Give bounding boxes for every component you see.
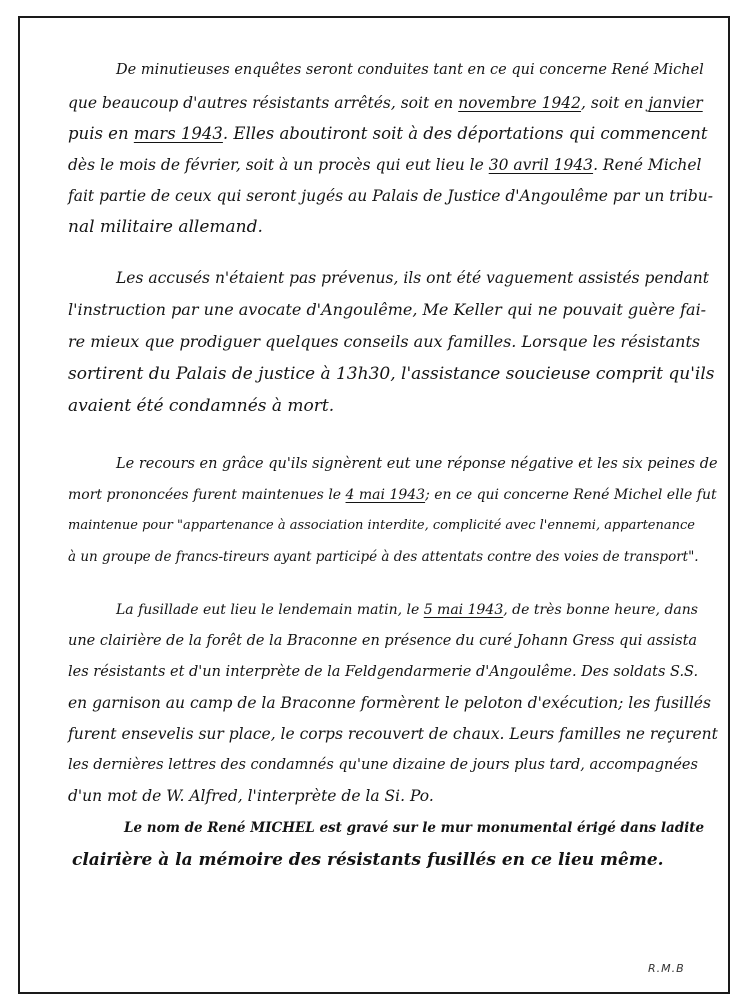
text-line — [68, 724, 718, 744]
text-span: furent ensevelis sur place, le corps recouvert de chaux. Leurs familles ne reçurent — [68, 725, 718, 743]
text-line — [68, 300, 706, 320]
text-line — [68, 155, 701, 175]
text-line — [68, 693, 711, 713]
text-span: re mieux que prodiguer quelques conseils aux familles. Lorsque les résistants — [68, 332, 701, 351]
text-span: mort prononcées furent maintenues le — [68, 487, 346, 503]
text-line — [116, 268, 709, 288]
text-span: La fusillade eut lieu le lendemain matin, le — [116, 602, 424, 618]
text-span: De minutieuses enquêtes seront conduites tant en ce qui concerne René Michel — [116, 62, 704, 78]
text-span: ; en ce qui concerne René Michel elle fut — [425, 487, 717, 503]
text-span: que beaucoup d'autres résistants arrêtés, soit en — [68, 94, 459, 112]
text-span: dès le mois de février, soit à un procès qui eut lieu le — [68, 156, 489, 174]
text-span: les dernières lettres des condamnés qu'une dizaine de jours plus tard, accompagnées — [68, 757, 698, 773]
text-line — [68, 485, 717, 505]
text-span: en garnison au camp de la Braconne formèrent le peloton d'exécution; les fusillés — [68, 694, 711, 712]
text-line — [68, 93, 703, 113]
text-span: sortirent du Palais de justice à 13h30, l'assistance soucieuse comprit qu'ils — [68, 364, 715, 384]
text-line — [68, 332, 700, 352]
text-span: , soit en — [581, 94, 649, 112]
text-line — [68, 786, 434, 806]
underlined-date: novembre 1942 — [458, 94, 582, 112]
underlined-date: janvier — [648, 94, 703, 112]
text-span: puis en — [68, 124, 134, 143]
underlined-date: 30 avril 1943 — [488, 156, 594, 174]
text-span: clairière à la mémoire des résistants fusillés en ce lieu même. — [72, 850, 664, 870]
text-line — [68, 396, 334, 416]
text-span: maintenue pour "appartenance à association interdite, complicité avec l'ennemi, appartenance — [68, 518, 695, 533]
text-line — [68, 217, 263, 237]
text-span: fait partie de ceux qui seront jugés au Palais de Justice d'Angoulême par un tribu- — [68, 187, 713, 205]
underlined-date: 4 mai 1943 — [345, 487, 426, 503]
text-span: , de très bonne heure, dans — [503, 602, 698, 618]
text-span: l'instruction par une avocate d'Angoulême, Me Keller qui ne pouvait guère fai- — [68, 300, 707, 319]
text-span: Les accusés n'étaient pas prévenus, ils ont été vaguement assistés pendant — [116, 269, 709, 287]
initials-signature: R.M.B — [648, 962, 685, 975]
text-line — [68, 364, 715, 384]
text-span: Le nom de René MICHEL est gravé sur le mur monumental érigé dans ladite — [124, 820, 705, 836]
text-span: . René Michel — [593, 156, 702, 174]
text-line — [116, 454, 718, 474]
text-span: nal militaire allemand. — [68, 217, 263, 237]
text-span: une clairière de la forêt de la Braconne en présence du curé Johann Gress qui assista — [68, 633, 698, 649]
text-line — [68, 547, 699, 567]
text-line — [68, 516, 695, 536]
text-span: les résistants et d'un interprète de la Feldgendarmerie d'Angoulême. Des soldats S.S. — [68, 664, 699, 680]
text-span: . Elles aboutiront soit à des déportations qui commencent — [222, 124, 708, 143]
text-span: avaient été condamnés à mort. — [68, 396, 335, 416]
text-line — [72, 850, 664, 870]
text-line — [124, 818, 704, 838]
text-line — [68, 186, 713, 206]
text-span: Le recours en grâce qu'ils signèrent eut une réponse négative et les six peines de — [116, 456, 718, 472]
text-span: à un groupe de francs-tireurs ayant participé à des attentats contre des voies de transport". — [68, 549, 699, 565]
text-line — [116, 600, 698, 620]
underlined-date: 5 mai 1943 — [423, 602, 504, 618]
text-line — [68, 631, 697, 651]
text-line — [116, 60, 718, 80]
text-line — [68, 755, 698, 775]
text-line — [68, 124, 708, 144]
text-span: d'un mot de W. Alfred, l'interprète de la Si. Po. — [68, 787, 434, 805]
text-line — [68, 662, 698, 682]
underlined-date: mars 1943 — [133, 124, 223, 143]
